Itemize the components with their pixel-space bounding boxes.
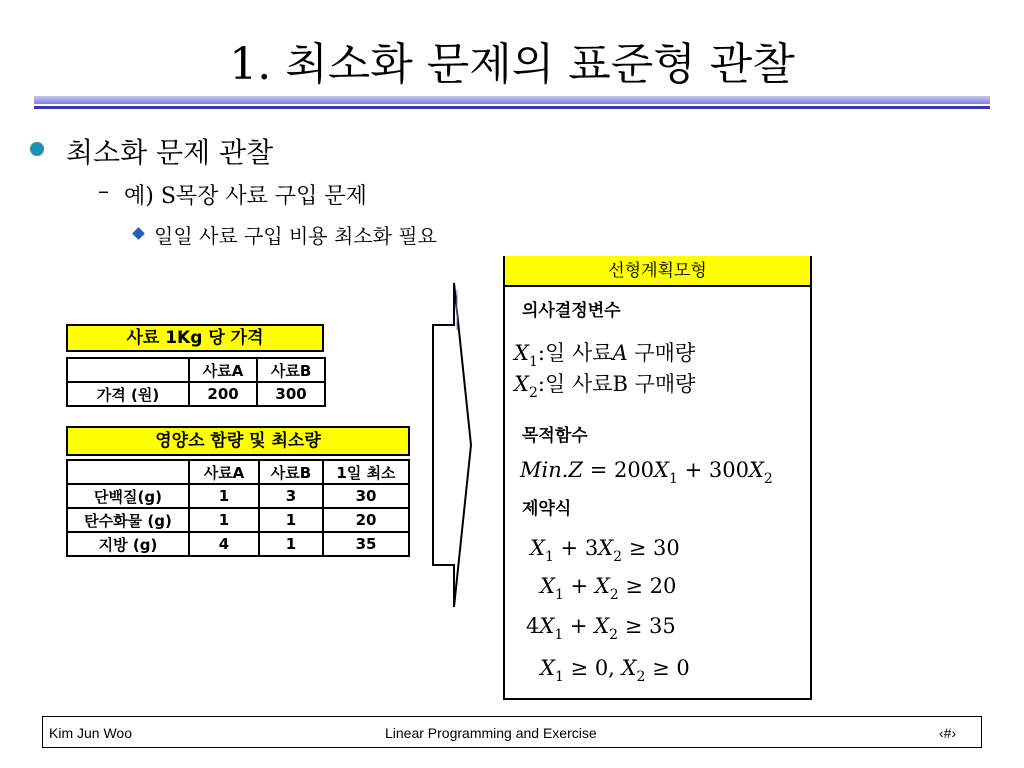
- nutrition-table-header: 영양소 함량 및 최소량: [66, 426, 410, 456]
- bullet-level3: 일일 사료 구입 비용 최소화 필요: [154, 224, 437, 248]
- sub-1: 1: [554, 627, 564, 643]
- footer-course: Linear Programming and Exercise: [385, 725, 597, 741]
- constraint-1: [530, 536, 680, 565]
- c3-lead: 4: [526, 614, 540, 638]
- c3-a: +: [563, 614, 595, 638]
- table-row: [67, 532, 409, 556]
- bullet-level1: 최소화 문제 관찰: [66, 136, 274, 169]
- var-x: X: [539, 614, 555, 638]
- var-x: X: [654, 458, 669, 482]
- table-cell: 30: [323, 484, 409, 508]
- var-x: X: [540, 574, 555, 598]
- table-cell: 35: [323, 532, 409, 556]
- sub-1: 1: [554, 669, 564, 685]
- table-cell: [67, 358, 189, 382]
- sub-2: 2: [609, 627, 619, 643]
- var-x: X: [514, 372, 529, 396]
- table-cell: 사료A: [189, 358, 257, 382]
- title-rule-underline: [34, 106, 990, 109]
- x1-definition: [514, 337, 696, 370]
- c3-rhs: ≥ 35: [618, 614, 676, 638]
- table-cell: 탄수화물 (g): [67, 508, 189, 532]
- table-cell: 사료A: [189, 460, 259, 484]
- obj-body: = 200: [583, 458, 655, 482]
- table-cell: 1: [189, 508, 259, 532]
- constraints-label: 제약식: [522, 499, 572, 519]
- c4-a: ≥ 0,: [563, 656, 622, 680]
- var-x: X: [540, 656, 555, 680]
- sub-1: 1: [528, 354, 538, 370]
- var-x: X: [514, 341, 529, 365]
- constraint-nonneg: [540, 656, 690, 685]
- table-cell: 1: [189, 484, 259, 508]
- table-cell: 1: [259, 532, 323, 556]
- table-cell: 단백질(g): [67, 484, 189, 508]
- bullet-dot-icon: [30, 142, 44, 156]
- var-x: X: [598, 536, 614, 560]
- sub-2: 2: [613, 549, 623, 565]
- bullet-level2: 예) S목장 사료 구입 문제: [124, 184, 367, 209]
- nutrition-table: [66, 459, 410, 557]
- table-cell: 4: [189, 532, 259, 556]
- price-table-header: 사료 1Kg 당 가격: [66, 324, 324, 352]
- footer-author: Kim Jun Woo: [49, 725, 132, 741]
- price-table: [66, 357, 326, 407]
- c4-rhs: ≥ 0: [645, 656, 690, 680]
- var-x: X: [594, 574, 610, 598]
- x1-var: A: [612, 341, 628, 365]
- c1-a: + 3: [553, 536, 599, 560]
- table-cell: [67, 460, 189, 484]
- sub-1: 1: [669, 471, 678, 487]
- title-rule: [34, 96, 990, 104]
- var-x: X: [748, 458, 764, 482]
- sub-2: 2: [763, 471, 773, 487]
- objective-function: [520, 458, 773, 487]
- dash-icon: –: [98, 179, 109, 204]
- table-row: [67, 460, 409, 484]
- decision-variables-label: 의사결정변수: [522, 301, 621, 321]
- var-x: X: [594, 614, 610, 638]
- obj-mid: + 300: [677, 458, 749, 482]
- x2-desc: :일 사료B 구매량: [537, 372, 696, 396]
- x1-desc: :일 사료: [537, 341, 613, 365]
- table-cell: 지방 (g): [67, 532, 189, 556]
- constraint-2: [540, 574, 677, 603]
- var-x: X: [530, 536, 545, 560]
- sub-2: 2: [609, 587, 619, 603]
- table-row: [67, 382, 325, 406]
- table-cell: 20: [323, 508, 409, 532]
- constraint-3: [526, 614, 676, 643]
- table-cell: 사료B: [257, 358, 325, 382]
- table-cell: 200: [189, 382, 257, 406]
- table-cell: 사료B: [259, 460, 323, 484]
- sub-1: 1: [554, 587, 564, 603]
- table-row: [67, 508, 409, 532]
- objective-label: 목적함수: [522, 426, 588, 446]
- c2-a: +: [563, 574, 595, 598]
- sub-2: 2: [528, 385, 538, 401]
- var-x: X: [621, 656, 637, 680]
- x1-suffix: 구매량: [627, 341, 696, 365]
- sub-2: 2: [636, 669, 646, 685]
- table-row: [67, 358, 325, 382]
- c2-rhs: ≥ 20: [618, 574, 677, 598]
- footer: [42, 716, 982, 748]
- c1-rhs: ≥ 30: [622, 536, 680, 560]
- table-cell: 300: [257, 382, 325, 406]
- table-row: [67, 484, 409, 508]
- right-arrow-icon: [430, 280, 474, 610]
- table-cell: 1일 최소: [323, 460, 409, 484]
- table-cell: 3: [259, 484, 323, 508]
- lp-model-header: 선형계획모형: [505, 256, 810, 287]
- sub-1: 1: [544, 549, 554, 565]
- table-cell: 가격 (원): [67, 382, 189, 406]
- footer-page-number: ‹#›: [939, 725, 957, 741]
- table-cell: 1: [259, 508, 323, 532]
- diamond-bullet-icon: [132, 227, 145, 240]
- slide-title: 1. 최소화 문제의 표준형 관찰: [229, 39, 795, 90]
- obj-prefix: Min.Z: [520, 458, 584, 482]
- x2-definition: [514, 368, 696, 401]
